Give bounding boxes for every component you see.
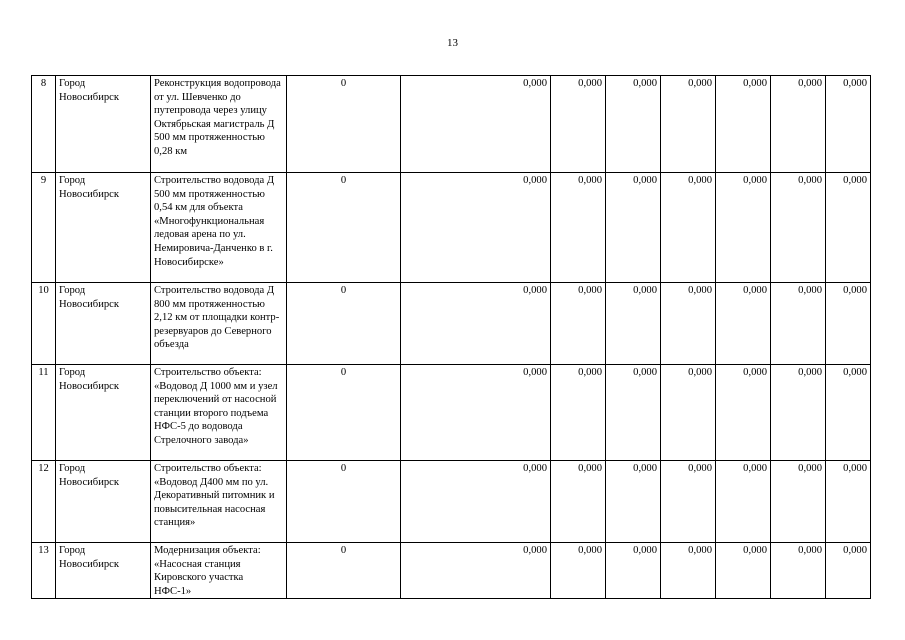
row-value: 0,000 [716, 173, 771, 283]
row-value: 0,000 [401, 283, 551, 365]
table-row [32, 76, 871, 173]
row-value: 0,000 [551, 76, 606, 173]
row-value: 0,000 [771, 76, 826, 173]
row-number: 10 [32, 283, 56, 365]
row-value: 0,000 [771, 365, 826, 461]
row-count: 0 [287, 461, 401, 543]
row-value: 0,000 [716, 76, 771, 173]
row-place: Город Новосибирск [56, 365, 151, 461]
row-value: 0,000 [401, 543, 551, 599]
row-value: 0,000 [661, 173, 716, 283]
table-row [32, 283, 871, 365]
row-number: 12 [32, 461, 56, 543]
row-number: 11 [32, 365, 56, 461]
row-value: 0,000 [401, 173, 551, 283]
row-value: 0,000 [826, 461, 871, 543]
row-place: Город Новосибирск [56, 543, 151, 599]
row-value: 0,000 [606, 76, 661, 173]
investment-table [31, 75, 871, 599]
row-place: Город Новосибирск [56, 283, 151, 365]
row-value: 0,000 [606, 173, 661, 283]
row-value: 0,000 [551, 365, 606, 461]
row-value: 0,000 [606, 543, 661, 599]
row-value: 0,000 [401, 76, 551, 173]
row-description: Реконструкция водопровода от ул. Шевченко до путепровода через улицу Октябрьская магистраль Д 500 мм протяженностью 0,28 км [151, 76, 287, 173]
row-value: 0,000 [551, 543, 606, 599]
row-value: 0,000 [771, 461, 826, 543]
row-place: Город Новосибирск [56, 173, 151, 283]
row-count: 0 [287, 173, 401, 283]
row-value: 0,000 [551, 173, 606, 283]
row-number: 13 [32, 543, 56, 599]
row-value: 0,000 [716, 283, 771, 365]
table-row [32, 365, 871, 461]
row-description: Строительство водовода Д 500 мм протяженностью 0,54 км для объекта «Многофункциональная ледовая арена по ул. Немировича-Данченко в г. Новосибирске» [151, 173, 287, 283]
row-number: 9 [32, 173, 56, 283]
row-value: 0,000 [661, 76, 716, 173]
table-row [32, 173, 871, 283]
row-value: 0,000 [606, 461, 661, 543]
row-value: 0,000 [716, 543, 771, 599]
row-count: 0 [287, 283, 401, 365]
row-description: Строительство объекта: «Водовод Д400 мм по ул. Декоративный питомник и повысительная насосная станция» [151, 461, 287, 543]
row-value: 0,000 [551, 461, 606, 543]
row-count: 0 [287, 76, 401, 173]
row-count: 0 [287, 543, 401, 599]
row-value: 0,000 [826, 76, 871, 173]
row-value: 0,000 [401, 461, 551, 543]
row-value: 0,000 [826, 173, 871, 283]
row-value: 0,000 [716, 365, 771, 461]
row-value: 0,000 [606, 283, 661, 365]
row-value: 0,000 [661, 543, 716, 599]
row-value: 0,000 [771, 543, 826, 599]
table-row [32, 461, 871, 543]
row-value: 0,000 [661, 365, 716, 461]
row-description: Строительство водовода Д 800 мм протяженностью 2,12 км от площадки контр-резервуаров до Северного объезда [151, 283, 287, 365]
row-place: Город Новосибирск [56, 461, 151, 543]
row-value: 0,000 [661, 283, 716, 365]
row-value: 0,000 [606, 365, 661, 461]
row-description: Модернизация объекта: «Насосная станция Кировского участка НФС-1» [151, 543, 287, 599]
table-body [32, 76, 871, 599]
row-value: 0,000 [551, 283, 606, 365]
row-value: 0,000 [826, 283, 871, 365]
row-value: 0,000 [716, 461, 771, 543]
row-place: Город Новосибирск [56, 76, 151, 173]
row-value: 0,000 [771, 283, 826, 365]
page-number: 13 [447, 37, 458, 49]
row-value: 0,000 [771, 173, 826, 283]
row-value: 0,000 [826, 365, 871, 461]
row-count: 0 [287, 365, 401, 461]
row-value: 0,000 [661, 461, 716, 543]
table-row [32, 543, 871, 599]
row-value: 0,000 [826, 543, 871, 599]
row-description: Строительство объекта: «Водовод Д 1000 мм и узел переключений от насосной станции второго подъема НФС-5 до водовода Стрелочного завода» [151, 365, 287, 461]
row-number: 8 [32, 76, 56, 173]
row-value: 0,000 [401, 365, 551, 461]
